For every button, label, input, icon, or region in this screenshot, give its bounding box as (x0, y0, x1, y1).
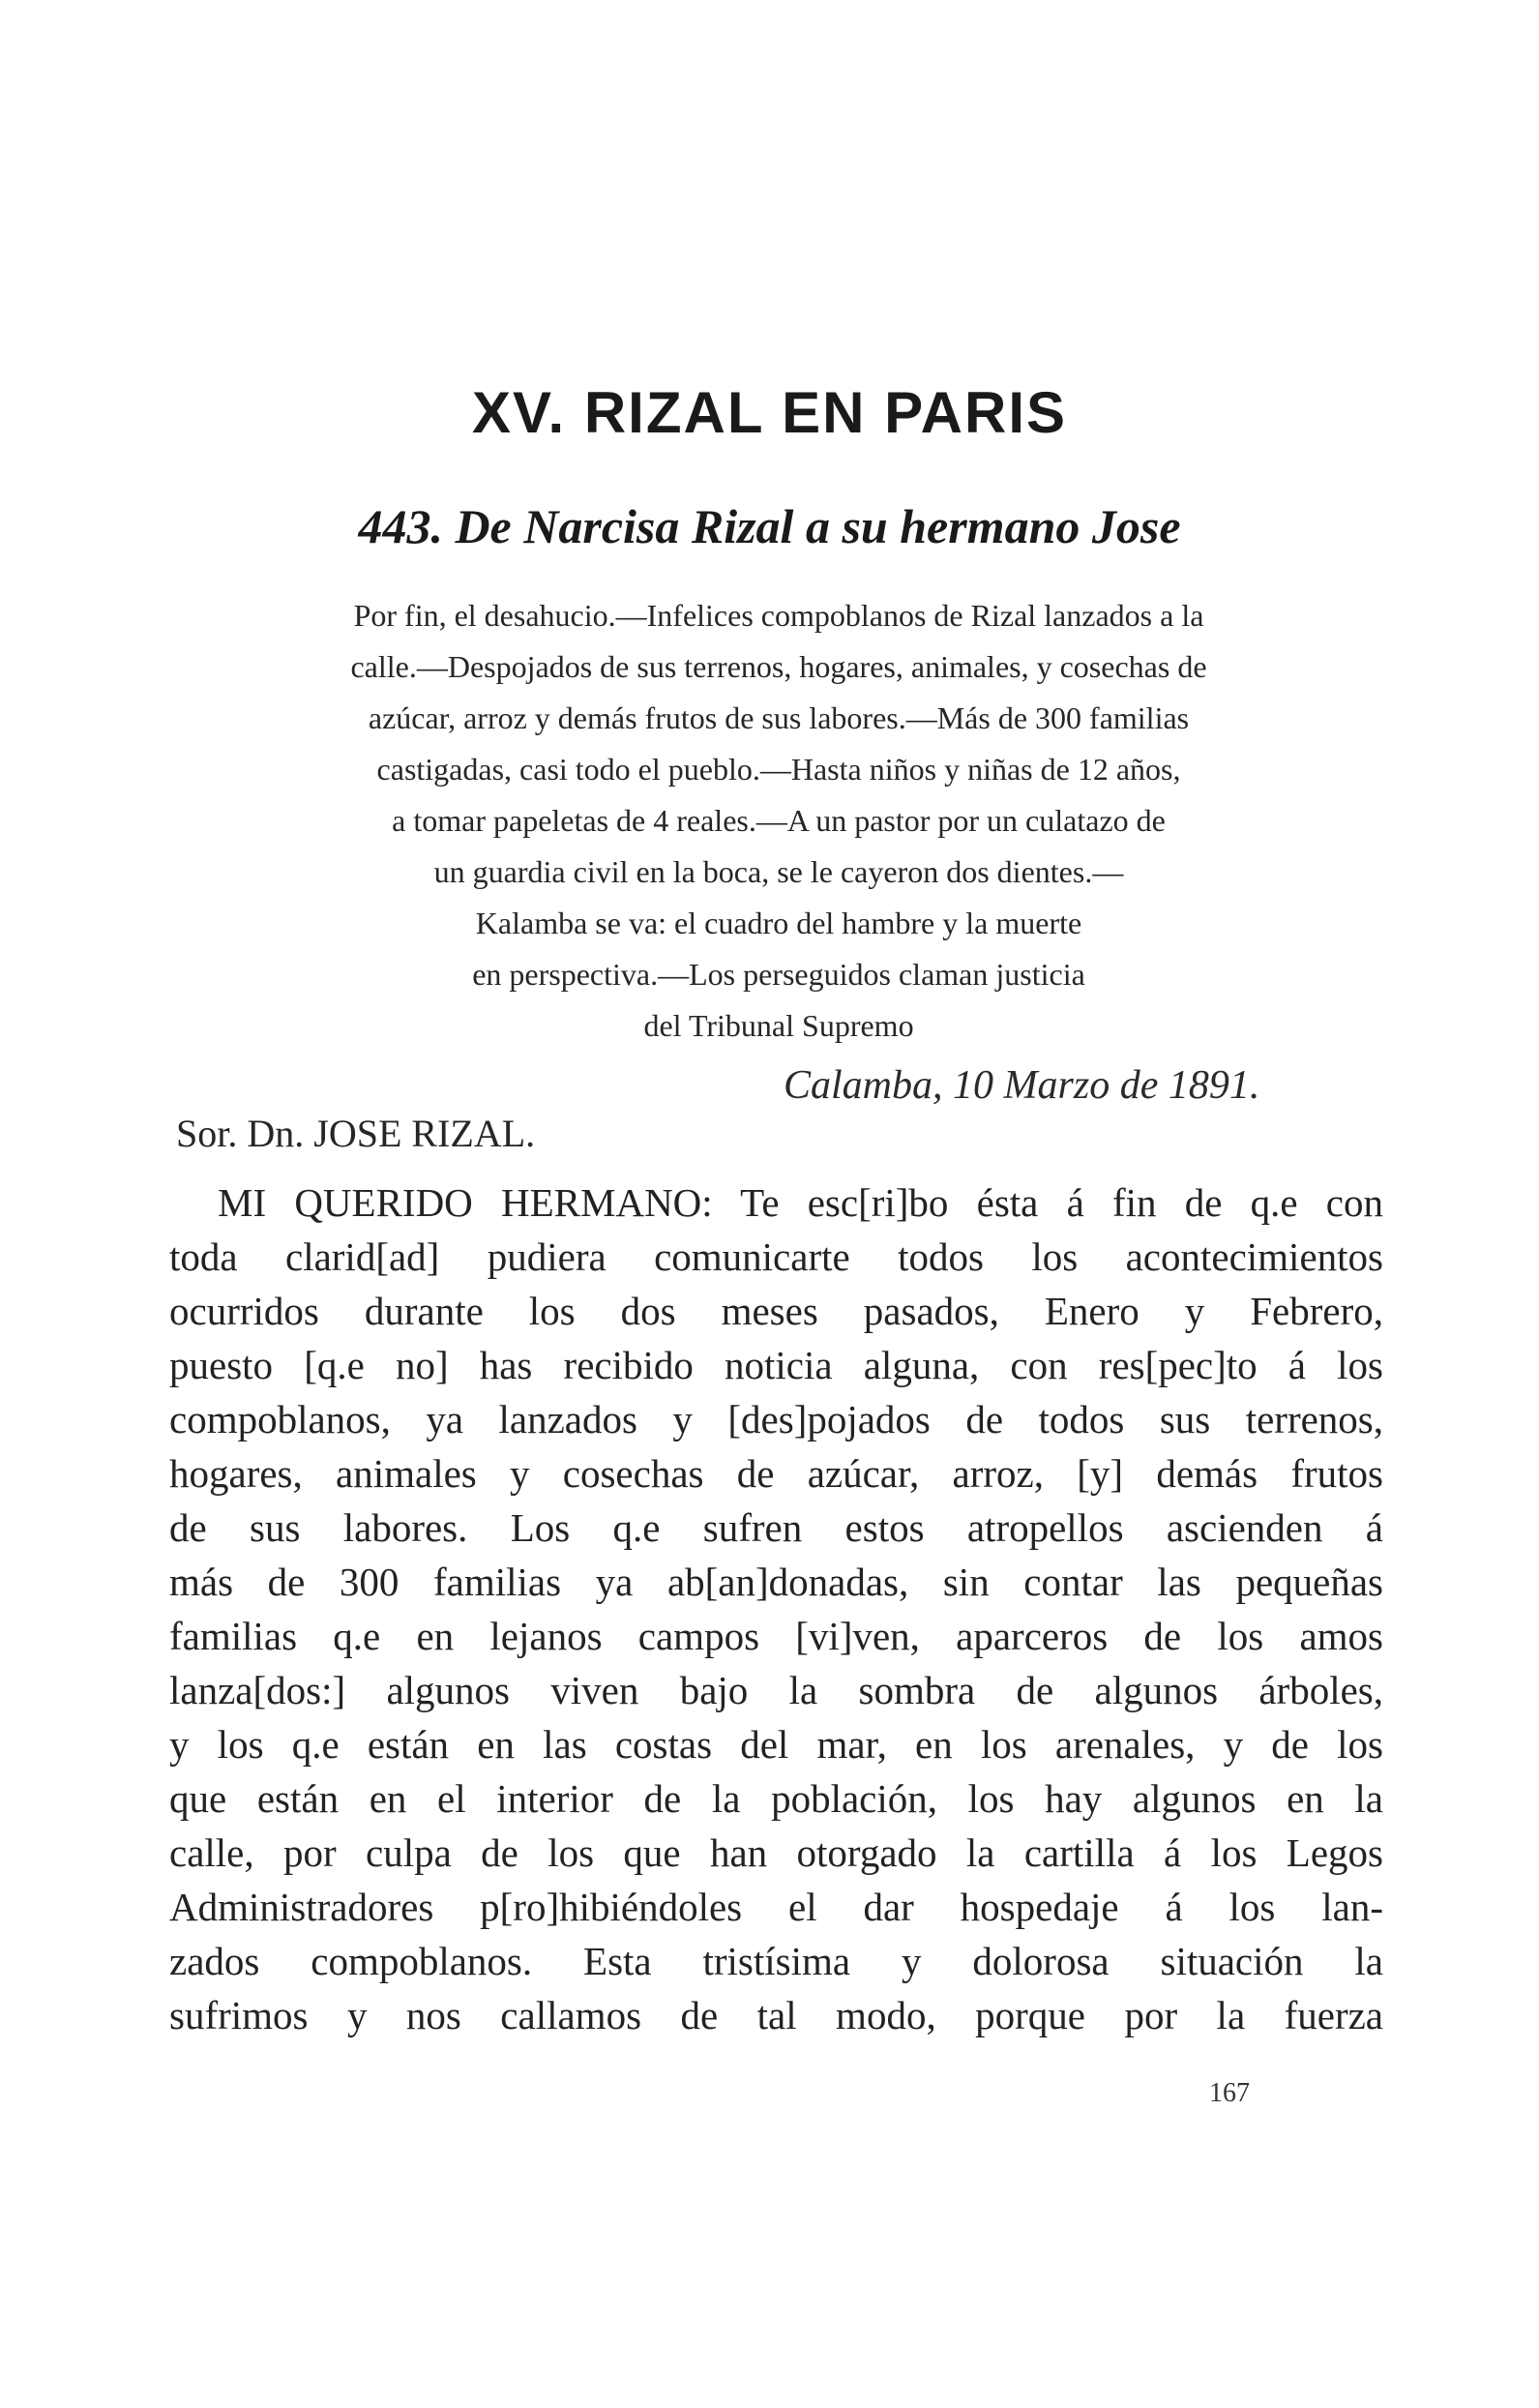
letter-body (169, 1175, 1383, 2042)
page-number: 167 (1209, 2078, 1250, 2108)
body-line: puesto [q.e no] has recibido noticia alguna, con res[pec]to á los (169, 1343, 1383, 1387)
body-line: ocurridos durante los dos meses pasados, Enero y Febrero, (169, 1289, 1383, 1333)
summary-line: en perspectiva.—Los perseguidos claman justicia (472, 957, 1085, 992)
summary-line: Kalamba se va: el cuadro del hambre y la muerte (475, 906, 1082, 940)
summary-line: azúcar, arroz y demás frutos de sus labores.—Más de 300 familias (368, 700, 1190, 735)
summary-line: un guardia civil en la boca, se le cayeron dos dientes.— (433, 854, 1124, 889)
body-line: zados compoblanos. Esta tristísima y dolorosa situación la (169, 1939, 1383, 1983)
letter-date: Calamba, 10 Marzo de 1891. (784, 1063, 1260, 1108)
body-line: más de 300 familias ya ab[an]donadas, sin contar las pequeñas (169, 1560, 1383, 1604)
letter-recipient: Sor. Dn. JOSE RIZAL. (176, 1112, 536, 1155)
body-line: que están en el interior de la población, los hay algunos en la (169, 1776, 1383, 1821)
summary-line: calle.—Despojados de sus terrenos, hogares, animales, y cosechas de (350, 649, 1207, 684)
body-line: de sus labores. Los q.e sufren estos atropellos ascienden á (169, 1505, 1383, 1550)
body-line: lanza[dos:] algunos viven bajo la sombra de algunos árboles, (169, 1668, 1383, 1712)
body-line: Administradores p[ro]hibiéndoles el dar hospedaje á los lan- (169, 1885, 1383, 1929)
letter-summary (174, 590, 1383, 1052)
body-line: y los q.e están en las costas del mar, en los arenales, y de los (169, 1722, 1383, 1767)
summary-line: castigadas, casi todo el pueblo.—Hasta niños y niñas de 12 años, (376, 752, 1181, 787)
chapter-title: XV. RIZAL EN PARIS (471, 380, 1068, 445)
summary-line: del Tribunal Supremo (643, 1008, 914, 1043)
body-line: compoblanos, ya lanzados y [des]pojados de todos sus terrenos, (169, 1397, 1383, 1442)
body-line: familias q.e en lejanos campos [vi]ven, aparceros de los amos (169, 1614, 1383, 1658)
body-line: hogares, animales y cosechas de azúcar, arroz, [y] demás frutos (169, 1451, 1383, 1496)
body-line: calle, por culpa de los que han otorgado la cartilla á los Legos (169, 1830, 1383, 1875)
body-line: sufrimos y nos callamos de tal modo, porque por la fuerza (169, 1993, 1383, 2037)
summary-line: Por fin, el desahucio.—Infelices compoblanos de Rizal lanzados a la (353, 598, 1204, 633)
body-line: MI QUERIDO HERMANO: Te esc[ri]bo ésta á fin de q.e con (218, 1180, 1383, 1225)
letter-heading: 443. De Narcisa Rizal a su hermano Jose (358, 499, 1181, 553)
body-line: toda clarid[ad] pudiera comunicarte todos los acontecimientos (169, 1234, 1383, 1279)
summary-line: a tomar papeletas de 4 reales.—A un pastor por un culatazo de (392, 803, 1166, 838)
